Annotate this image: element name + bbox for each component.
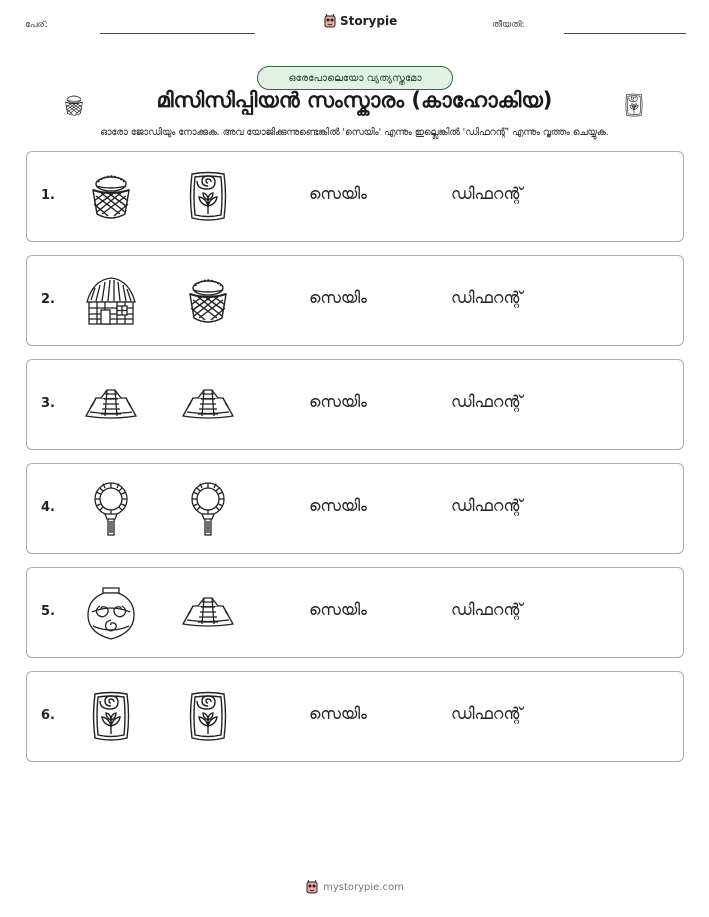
name-line[interactable] — [100, 33, 255, 34]
same-option[interactable]: സെയിം — [309, 496, 367, 515]
tablet-icon — [621, 92, 647, 120]
question-number: 6. — [41, 708, 55, 723]
question-row — [26, 359, 684, 450]
tablet-icon — [180, 168, 236, 226]
worksheet-header — [0, 0, 709, 50]
same-option[interactable]: സെയിം — [309, 392, 367, 411]
brand — [323, 13, 397, 29]
question-number: 4. — [41, 500, 55, 515]
storypie-logo-icon — [305, 879, 319, 895]
hut-icon — [83, 272, 139, 330]
question-row — [26, 567, 684, 658]
basket-icon — [180, 272, 236, 330]
question-row — [26, 151, 684, 242]
worksheet-type-badge: ഒരേപോലെയോ വ്യത്യസ്തമോ — [257, 66, 453, 90]
basket-icon — [83, 168, 139, 226]
question-row — [26, 671, 684, 762]
brand-name: Storypie — [340, 14, 398, 28]
different-option[interactable]: ഡിഫറന്റ് — [451, 496, 523, 515]
mound-icon — [180, 376, 236, 434]
same-option[interactable]: സെയിം — [309, 184, 367, 203]
page-title: മിസിസിപ്പിയൻ സംസ്കാരം (കാഹോകിയ) — [156, 88, 553, 112]
chunkey-icon — [180, 480, 236, 538]
question-row — [26, 463, 684, 554]
same-option[interactable]: സെയിം — [309, 704, 367, 723]
same-option[interactable]: സെയിം — [309, 600, 367, 619]
date-label: തീയതി: — [492, 20, 525, 30]
question-number: 1. — [41, 188, 55, 203]
footer-url: mystorypie.com — [323, 881, 404, 893]
same-option[interactable]: സെയിം — [309, 288, 367, 307]
different-option[interactable]: ഡിഫറന്റ് — [451, 184, 523, 203]
footer — [0, 879, 709, 895]
chunkey-icon — [83, 480, 139, 538]
storypie-logo-icon — [323, 13, 337, 29]
date-line[interactable] — [564, 33, 686, 34]
pot-icon — [83, 584, 139, 642]
mound-icon — [180, 584, 236, 642]
tablet-icon — [180, 688, 236, 746]
different-option[interactable]: ഡിഫറന്റ് — [451, 600, 523, 619]
instructions: ഓരോ ജോഡിയും നോക്കുക. അവ യോജിക്കുന്നുണ്ടെങ്കിൽ 'സെയിം' എന്നും ഇല്ലെങ്കിൽ 'ഡിഫറന്റ്' എന്നും വൃത്തം ചെയ്യുക. — [100, 127, 609, 138]
question-row — [26, 255, 684, 346]
question-number: 2. — [41, 292, 55, 307]
different-option[interactable]: ഡിഫറന്റ് — [451, 392, 523, 411]
tablet-icon — [83, 688, 139, 746]
different-option[interactable]: ഡിഫറന്റ് — [451, 288, 523, 307]
name-label: പേര്: — [25, 20, 48, 30]
mound-icon — [83, 376, 139, 434]
question-number: 5. — [41, 604, 55, 619]
question-number: 3. — [41, 396, 55, 411]
different-option[interactable]: ഡിഫറന്റ് — [451, 704, 523, 723]
